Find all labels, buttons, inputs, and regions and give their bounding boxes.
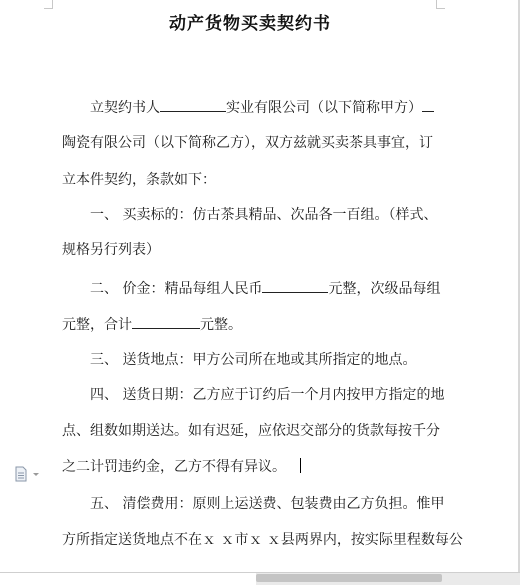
paragraph-line: 四、 送货日期：乙方应于订约后一个月内按甲方指定的地 — [90, 387, 445, 403]
paragraph-line: 方所指定送货地点不在ｘ ｘ市ｘ ｘ县两界内，按实际里程数每公 — [62, 532, 463, 548]
fill-blank[interactable] — [132, 315, 200, 329]
text-cursor — [300, 458, 301, 473]
text-segment: 立契约书人 — [90, 100, 160, 116]
text-segment: 元整，合计 — [62, 317, 132, 333]
fill-blank[interactable] — [160, 98, 226, 112]
text-segment: 之二计罚违约金，乙方不得有异议。 — [62, 459, 286, 475]
chevron-down-icon — [33, 473, 39, 476]
text-segment: 元整，次级品每组 — [328, 281, 441, 297]
horizontal-scrollbar-thumb[interactable] — [256, 574, 442, 582]
text-segment: 实业有限公司（以下简称甲方） — [226, 100, 422, 116]
paragraph-line: 规格另行列表） — [62, 242, 160, 258]
paragraph-line: 陶瓷有限公司（以下简称乙方），双方兹就买卖茶具事宜，订 — [62, 135, 433, 151]
paragraph-line: 点、组数如期送达。如有迟延，应依迟交部分的货款每按千分 — [62, 423, 440, 439]
document-title: 动产货物买卖契约书 — [169, 14, 331, 34]
paragraph-line: 三、 送货地点：甲方公司所在地或其所指定的地点。 — [90, 352, 417, 368]
paragraph-line — [62, 315, 242, 334]
paragraph-line — [90, 98, 434, 117]
margin-corner-mark — [436, 0, 445, 9]
fill-blank[interactable] — [422, 98, 434, 112]
paragraph-line: 立本件契约，条款如下： — [62, 172, 216, 188]
bottom-blank — [0, 573, 256, 585]
paragraph-line — [90, 279, 440, 298]
paragraph-line: 五、 清偿费用：原则上运送费、包装费由乙方负担。惟甲 — [90, 496, 445, 512]
paragraph-line — [62, 458, 301, 476]
margin-corner-mark — [44, 0, 53, 9]
fill-blank[interactable] — [262, 279, 328, 293]
text-segment: 二、 价金：精品每组人民币 — [90, 281, 263, 297]
paragraph-handle[interactable] — [15, 466, 41, 482]
paragraph-line: 一、 买卖标的：仿古茶具精品、次品各一百组。（样式、 — [90, 207, 438, 223]
document-icon — [15, 466, 41, 482]
text-segment: 元整。 — [200, 317, 242, 333]
